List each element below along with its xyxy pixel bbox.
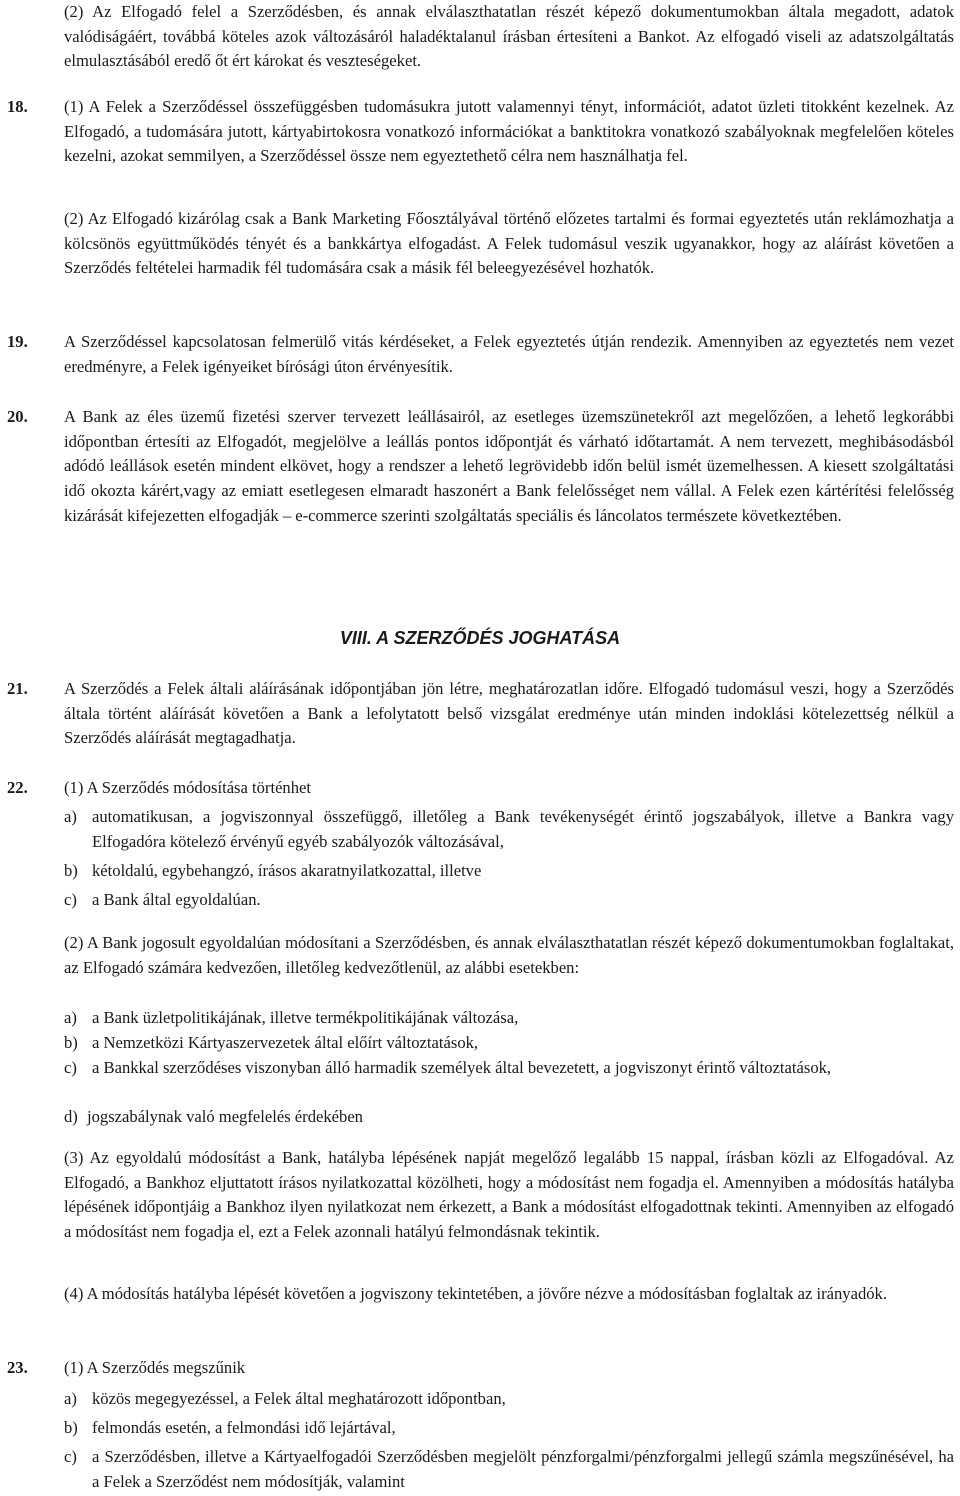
chapter-heading: VIII. A SZERZŐDÉS JOGHATÁSA xyxy=(339,628,621,648)
list-item xyxy=(64,888,954,913)
paragraph-22-2: (2) A Bank jogosult egyoldalúan módosítani a Szerződésben, és annak elválaszthatatlan részét képező dokumentumokban foglaltakat, az Elfogadó számára kedvezően, illetőleg kedvezőtlenül, az alábbi esetekben: xyxy=(64,933,954,977)
list-label: b) xyxy=(64,1033,78,1052)
list-label: d) xyxy=(64,1107,78,1126)
list-item xyxy=(64,1105,954,1130)
list-item xyxy=(64,805,954,854)
list-item xyxy=(64,859,954,884)
list-item xyxy=(64,1387,954,1412)
list-label: b) xyxy=(64,1418,78,1437)
paragraph-22-3: (3) Az egyoldalú módosítást a Bank, hatályba lépésének napját megelőző legalább 15 nappal, írásban közli az Elfogadóval. Az Elfogadó, a Bankhoz eljuttatott írásos nyilatkozattal közölheti, hogy a módosítást nem fogadja el. Amennyiben a módosítás hatályba lépésének időpontjáig a Bankhoz ilyen nyilatkozat nem érkezett, a Bank a módosítást elfogadottnak tekinti. Amennyiben az elfogadó a módosítást nem fogadja el, ezt a Felek azonnali hatályú felmondásnak tekintik. xyxy=(64,1148,954,1242)
section-number-20: 20. xyxy=(7,407,28,426)
list-text: a Bankkal szerződéses viszonyban álló harmadik személyek által bevezetett, a jogviszonyt érintő változtatások, xyxy=(92,1058,832,1077)
list-text: kétoldalú, egybehangzó, írásos akaratnyilatkozattal, illetve xyxy=(92,861,482,880)
section-number-19: 19. xyxy=(7,332,28,351)
list-text: automatikusan, a jogviszonnyal összefüggő, illetőleg a Bank tevékenységét érintő jogszabályok, illetve a Bankra vagy Elfogadóra kötelező érvényű egyéb szabályozók változásával, xyxy=(92,807,954,851)
list-item xyxy=(64,1006,954,1031)
list-text: a Bank által egyoldalúan. xyxy=(92,890,261,909)
list-item xyxy=(64,1445,954,1494)
list-label: c) xyxy=(64,1447,77,1466)
section-number-21: 21. xyxy=(7,679,28,698)
list-label: c) xyxy=(64,890,77,909)
paragraph-23-intro: (1) A Szerződés megszűnik xyxy=(64,1358,246,1377)
paragraph-20: A Bank az éles üzemű fizetési szerver tervezett leállásairól, az esetleges üzemszünetekről azt megelőzően, a lehető legkorábbi időpontban értesíti az Elfogadót, megjelölve a leállás pontos időpontját és várható időtartamát. A nem tervezett, meghibásodásból adódó leállások esetén mindent elkövet, hogy a rendszer a lehető legrövidebb időn belül ismét üzemelhessen. A kiesett szolgáltatási idő okozta kárért,vagy az emiatt esetlegesen elmaradt haszonért a Bank felelősséget nem vállal. A Felek ezen kártérítési felelősség kizárását kifejezetten elfogadják – e-commerce szerinti szolgáltatás speciális és láncolatos természete következtében. xyxy=(64,407,954,525)
list-text: a Bank üzletpolitikájának, illetve termékpolitikájának változása, xyxy=(92,1008,519,1027)
list-text: jogszabálynak való megfelelés érdekében xyxy=(87,1107,363,1126)
list-text: felmondás esetén, a felmondási idő lejártával, xyxy=(92,1418,396,1437)
paragraph-18-2: (2) Az Elfogadó kizárólag csak a Bank Marketing Főosztályával történő előzetes tartalmi és formai egyeztetés után reklámozhatja a kölcsönös együttműködés tényét és a bankkártya elfogadást. A Felek tudomásul veszik ugyanakkor, hogy az aláírást követően a Szerződés feltételei harmadik fél tudomására csak a másik fél beleegyezésével hozhatók. xyxy=(64,209,954,278)
list-label: b) xyxy=(64,861,78,880)
paragraph-22-4: (4) A módosítás hatályba lépését követően a jogviszony tekintetében, a jövőre nézve a módosításban foglaltak az irányadók. xyxy=(64,1284,887,1303)
section-number-18: 18. xyxy=(7,97,28,116)
section-number-23: 23. xyxy=(7,1358,28,1377)
list-text: a Szerződésben, illetve a Kártyaelfogadói Szerződésben megjelölt pénzforgalmi/pénzforgalmi jellegű számla megszűnésével, ha a Felek a Szerződést nem módosítják, valamint xyxy=(92,1447,954,1491)
paragraph-21: A Szerződés a Felek általi aláírásának időpontjában jön létre, meghatározatlan időre. Elfogadó tudomásul veszi, hogy a Szerződés általa történt aláírását követően a Bank a lefolytatott belső vizsgálat eredménye után minden indoklási kötelezettség nélkül a Szerződés aláírását megtagadhatja. xyxy=(64,679,954,748)
paragraph-19: A Szerződéssel kapcsolatosan felmerülő vitás kérdéseket, a Felek egyeztetés útján rendezik. Amennyiben az egyeztetés nem vezet eredményre, a Felek igényeiket bírósági úton érvényesítik. xyxy=(64,332,954,376)
list-text: közös megegyezéssel, a Felek által meghatározott időpontban, xyxy=(92,1389,506,1408)
list-label: a) xyxy=(64,807,77,826)
section-number-22: 22. xyxy=(7,778,28,797)
list-label: a) xyxy=(64,1389,77,1408)
list-label: c) xyxy=(64,1058,77,1077)
paragraph-17-2: (2) Az Elfogadó felel a Szerződésben, és annak elválaszthatatlan részét képező dokumentumokban általa megadott, adatok valódiságáért, továbbá köteles azok változásáról haladéktalanul írásban értesíteni a Bankot. Az elfogadó viseli az adatszolgáltatás elmulasztásából eredő őt ért károkat és veszteségeket. xyxy=(64,2,954,71)
list-item xyxy=(64,1416,954,1441)
paragraph-22-intro: (1) A Szerződés módosítása történhet xyxy=(64,778,312,797)
list-text: a Nemzetközi Kártyaszervezetek által előírt változtatások, xyxy=(92,1033,479,1052)
list-item xyxy=(64,1031,954,1056)
list-label: a) xyxy=(64,1008,77,1027)
list-item xyxy=(64,1056,954,1081)
paragraph-18-1: (1) A Felek a Szerződéssel összefüggésben tudomásukra jutott valamennyi tényt, információt, adatot üzleti titokként kezelnek. Az Elfogadó, a tudomására jutott, kártyabirtokosra vonatkozó információkat a banktitokra vonatkozó szabályoknak megfelelően köteles kezelni, azokat semmilyen, a Szerződéssel össze nem egyeztethető célra nem használhatja fel. xyxy=(64,97,954,166)
